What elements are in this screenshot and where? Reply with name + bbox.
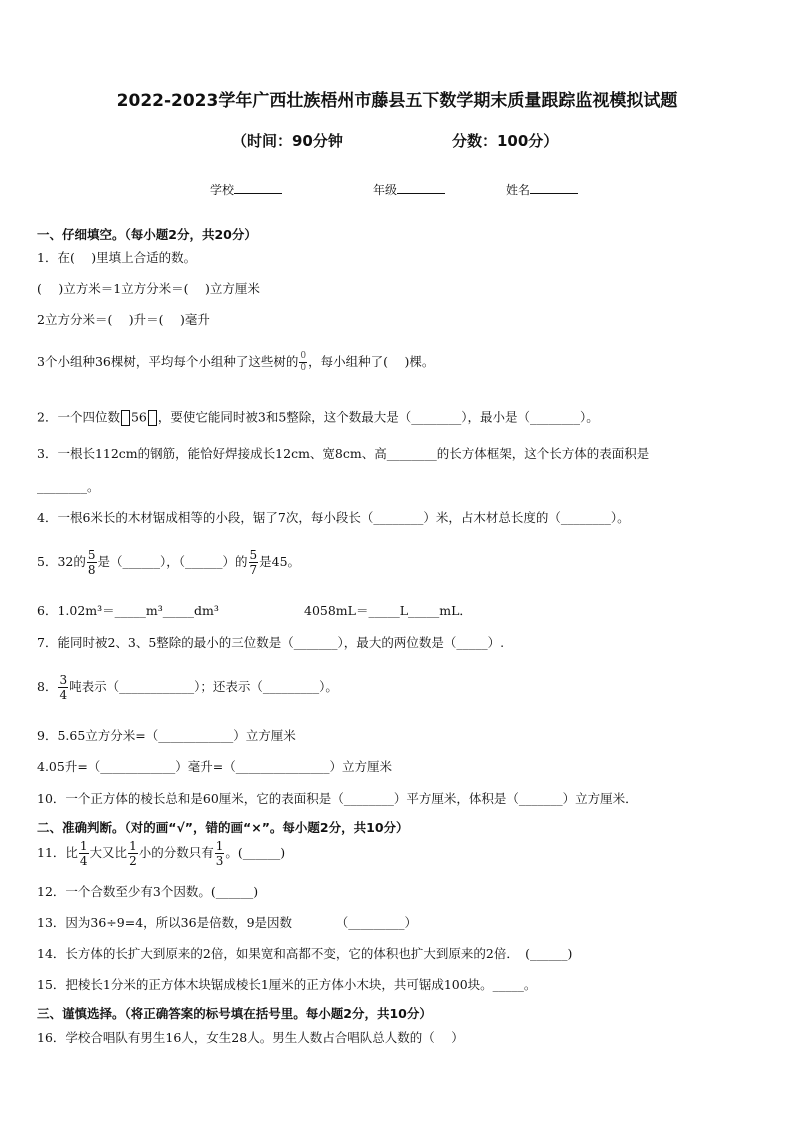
grade-label: 年级	[373, 183, 398, 197]
fraction-denominator: 4	[59, 688, 68, 702]
fraction-numerator: 1	[79, 839, 88, 853]
fraction-numerator: 5	[87, 548, 96, 562]
fraction-denominator: 7	[249, 563, 258, 577]
section-3-heading: 三、谨慎选择。（将正确答案的标号填在括号里。每小题2分，共10分）	[37, 1006, 432, 1021]
question-1c-text-end: ，每小组种了( )棵。	[308, 354, 435, 369]
name-blank[interactable]	[530, 182, 578, 194]
fraction	[249, 549, 259, 576]
fraction-denominator: 0	[300, 363, 307, 373]
school-label: 学校	[210, 183, 235, 197]
fraction	[58, 674, 68, 701]
question-11-text: 11．比	[37, 845, 78, 860]
fraction-denominator: 8	[87, 563, 96, 577]
question-5-text-end: 是45。	[259, 554, 301, 569]
question-6b: 4058mL＝_____L_____mL．	[304, 603, 472, 618]
fraction	[215, 840, 225, 867]
fraction-numerator: 5	[249, 548, 258, 562]
question-1: 1．在( )里填上合适的数。	[37, 250, 197, 265]
fraction	[79, 840, 89, 867]
question-9a: 9．5.65立方分米=（____________）立方厘米	[37, 728, 296, 743]
question-2-text: 2．一个四位数	[37, 409, 120, 425]
question-2	[37, 410, 599, 426]
fraction	[87, 549, 97, 576]
question-1a: ( )立方米＝1立方分米＝( )立方厘米	[37, 281, 260, 296]
fraction-denominator: 3	[215, 854, 224, 868]
question-12: 12．一个合数至少有3个因数。(______)	[37, 884, 259, 899]
question-11-text-end: 。(______)	[225, 845, 286, 860]
digit-box-2[interactable]	[148, 410, 157, 426]
question-6a: 6．1.02m³＝_____m³_____dm³	[37, 603, 219, 618]
fraction-numerator: 0	[300, 351, 307, 361]
question-1b: 2立方分米＝( )升＝( )毫升	[37, 312, 210, 327]
question-5	[37, 549, 300, 576]
question-5-text-mid: 是（______），（______）的	[97, 554, 248, 569]
question-1c-text: 3个小组种36棵树，平均每个小组种了这些树的	[37, 354, 299, 369]
question-15: 15．把棱长1分米的正方体木块锯成棱长1厘米的正方体小木块，共可锯成100块。_____。	[37, 977, 537, 992]
question-3: 3．一根长112cm的钢筋，能恰好焊接成长12cm、宽8cm、高________的长方体框架，这个长方体的表面积是	[37, 446, 650, 461]
question-8-text: 8．	[37, 679, 58, 694]
fraction-denominator: 2	[129, 854, 137, 868]
question-5-text: 5．32的	[37, 554, 86, 569]
question-11-text-mid2: 小的分数只有	[138, 845, 214, 860]
exam-score: 分数：100分）	[452, 132, 559, 150]
fraction-numerator: 1	[215, 839, 224, 853]
fraction-denominator: 4	[79, 854, 88, 868]
section-2-heading: 二、准确判断。（对的画“√”，错的画“×”。每小题2分，共10分）	[37, 820, 409, 835]
question-14: 14．长方体的长扩大到原来的2倍，如果宽和高都不变，它的体积也扩大到原来的2倍． (______)	[37, 946, 573, 961]
digit-box-1[interactable]	[121, 410, 130, 426]
question-7: 7．能同时被2、3、5整除的最小的三位数是（_______），最大的两位数是（_____）.	[37, 635, 505, 650]
question-11	[37, 840, 285, 867]
question-3-cont: ________。	[37, 479, 100, 494]
school-blank[interactable]	[234, 182, 282, 194]
question-2-text-end: ，要使它能同时被3和5整除，这个数最大是（________），最小是（________）。	[157, 409, 599, 425]
name-field[interactable]	[506, 181, 578, 198]
exam-time: （时间：90分钟	[232, 132, 343, 150]
question-16: 16．学校合唱队有男生16人，女生28人。男生人数占合唱队总人数的（ ）	[37, 1030, 464, 1045]
question-11-text-mid1: 大又比	[89, 845, 128, 860]
name-label: 姓名	[506, 183, 531, 197]
question-13: 13．因为36÷9=4，所以36是倍数，9是因数 （_________）	[37, 915, 418, 930]
question-10: 10．一个正方体的棱长总和是60厘米，它的表面积是（________）平方厘米，体积是（_______）立方厘米．	[37, 791, 638, 806]
fraction	[128, 840, 138, 867]
fraction-numerator: 1	[129, 839, 137, 853]
question-8	[37, 674, 338, 701]
question-2-digits: 56	[130, 409, 147, 425]
question-9b: 4.05升=（____________）毫升=（_______________）立方厘米	[37, 759, 393, 774]
question-1c	[37, 352, 434, 373]
grade-field[interactable]	[373, 181, 445, 198]
question-8-text-end: 吨表示（____________）；还表示（_________）。	[69, 679, 338, 694]
question-4: 4．一根6米长的木材锯成相等的小段，锯了7次，每小段长（________）米，占木材总长度的（________）。	[37, 510, 630, 525]
page-title: 2022-2023学年广西壮族梧州市藤县五下数学期末质量跟踪监视模拟试题	[116, 91, 678, 111]
section-1-heading: 一、仔细填空。（每小题2分，共20分）	[37, 227, 257, 242]
school-field[interactable]	[210, 181, 282, 198]
grade-blank[interactable]	[397, 182, 445, 194]
fraction	[299, 352, 307, 373]
fraction-numerator: 3	[59, 673, 68, 687]
